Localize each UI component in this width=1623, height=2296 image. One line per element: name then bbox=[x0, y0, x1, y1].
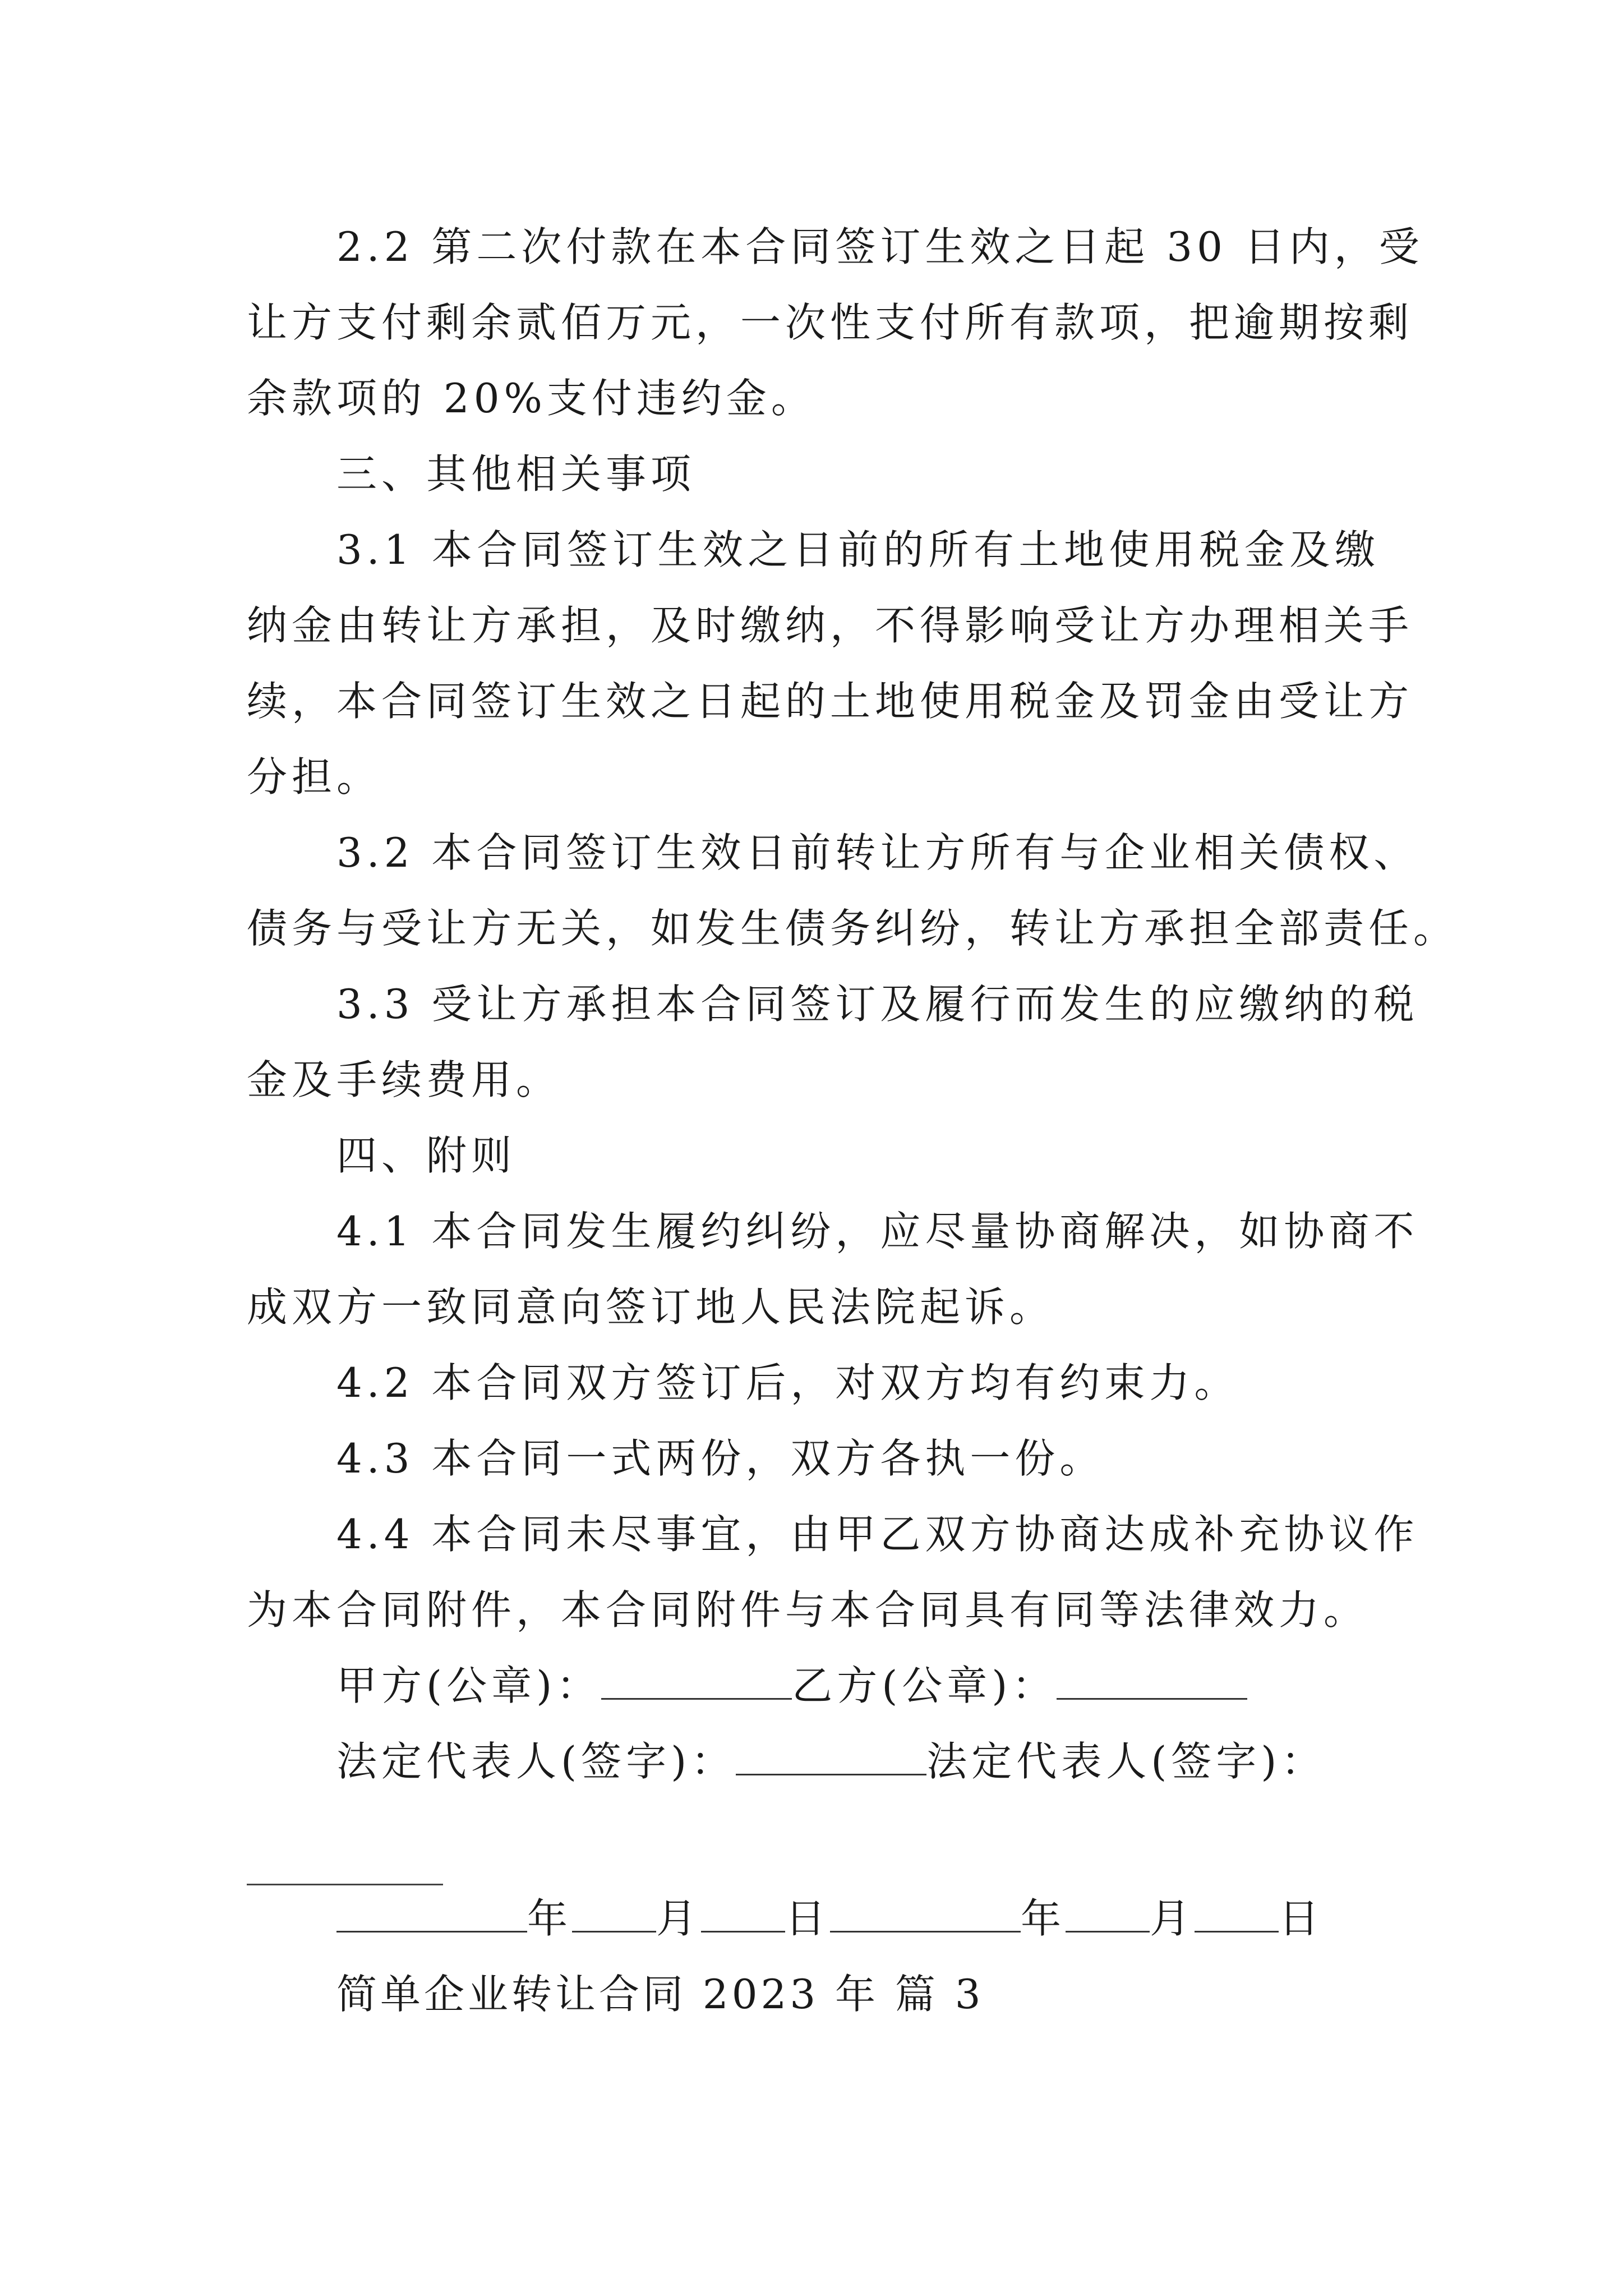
party-a-seal-label: 甲方(公章)： bbox=[336, 1662, 602, 1709]
p43-line: 4.3 本合同一式两份，双方各执一份。 bbox=[336, 1435, 1105, 1482]
p32-line1: 3.2 本合同签订生效日前转让方所有与企业相关债权、 bbox=[336, 829, 1419, 876]
party-b-seal-label: 乙方(公章)： bbox=[792, 1662, 1057, 1709]
p22-line2: 让方支付剩余贰佰万元，一次性支付所有款项，把逾期按剩 bbox=[247, 299, 1414, 346]
date-b-day-blank[interactable] bbox=[1195, 1897, 1279, 1932]
p22-line1: 2.2 第二次付款在本合同签订生效之日起 30 日内，受 bbox=[336, 223, 1424, 270]
date-b-day-label: 日 bbox=[1279, 1895, 1324, 1942]
seal-row bbox=[336, 1660, 1247, 1711]
rep-a-label: 法定代表人(签字)： bbox=[336, 1738, 736, 1785]
date-b-month-blank[interactable] bbox=[1066, 1897, 1150, 1932]
date-b-year-blank[interactable] bbox=[830, 1897, 1021, 1932]
date-a-month-blank[interactable] bbox=[572, 1897, 656, 1932]
rep-b-blank[interactable] bbox=[247, 1884, 443, 1885]
p31-line3: 续，本合同签订生效之日起的土地使用税金及罚金由受让方 bbox=[247, 678, 1414, 725]
p22-line3: 余款项的 20%支付违约金。 bbox=[247, 375, 816, 422]
party-a-seal-blank[interactable] bbox=[601, 1664, 792, 1700]
p42-line: 4.2 本合同双方签订后，对双方均有约束力。 bbox=[336, 1359, 1239, 1406]
p41-line2: 成双方一致同意向签订地人民法院起诉。 bbox=[247, 1283, 1055, 1331]
p31-line4: 分担。 bbox=[247, 753, 382, 800]
date-b-month-label: 月 bbox=[1150, 1895, 1195, 1942]
next-section-heading: 简单企业转让合同 2023 年 篇 3 bbox=[336, 1971, 984, 2018]
date-a-year-label: 年 bbox=[527, 1895, 573, 1942]
p31-line1: 3.1 本合同签订生效之日前的所有土地使用税金及缴 bbox=[336, 526, 1380, 573]
p41-line1: 4.1 本合同发生履约纠纷，应尽量协商解决，如协商不 bbox=[336, 1208, 1419, 1255]
p44-line1: 4.4 本合同未尽事宜，由甲乙双方协商达成补充协议作 bbox=[336, 1511, 1419, 1558]
section3-title: 三、其他相关事项 bbox=[336, 450, 696, 498]
date-a-month-label: 月 bbox=[656, 1895, 702, 1942]
date-b-year-label: 年 bbox=[1021, 1895, 1066, 1942]
date-row bbox=[336, 1893, 1324, 1944]
p33-line2: 金及手续费用。 bbox=[247, 1056, 561, 1103]
party-b-seal-blank[interactable] bbox=[1057, 1664, 1247, 1700]
section4-title: 四、附则 bbox=[336, 1132, 517, 1179]
p33-line1: 3.3 受让方承担本合同签订及履行而发生的应缴纳的税 bbox=[336, 981, 1419, 1028]
p32-line2: 债务与受让方无关，如发生债务纠纷，转让方承担全部责任。 bbox=[247, 905, 1459, 952]
rep-b-label: 法定代表人(签字)： bbox=[926, 1738, 1326, 1785]
p31-line2: 纳金由转让方承担，及时缴纳，不得影响受让方办理相关手 bbox=[247, 602, 1414, 649]
p44-line2: 为本合同附件，本合同附件与本合同具有同等法律效力。 bbox=[247, 1586, 1369, 1634]
date-a-day-blank[interactable] bbox=[701, 1897, 785, 1932]
rep-a-blank[interactable] bbox=[736, 1740, 926, 1775]
date-a-year-blank[interactable] bbox=[336, 1897, 527, 1932]
representative-row bbox=[336, 1736, 1326, 1787]
date-a-day-label: 日 bbox=[785, 1895, 831, 1942]
